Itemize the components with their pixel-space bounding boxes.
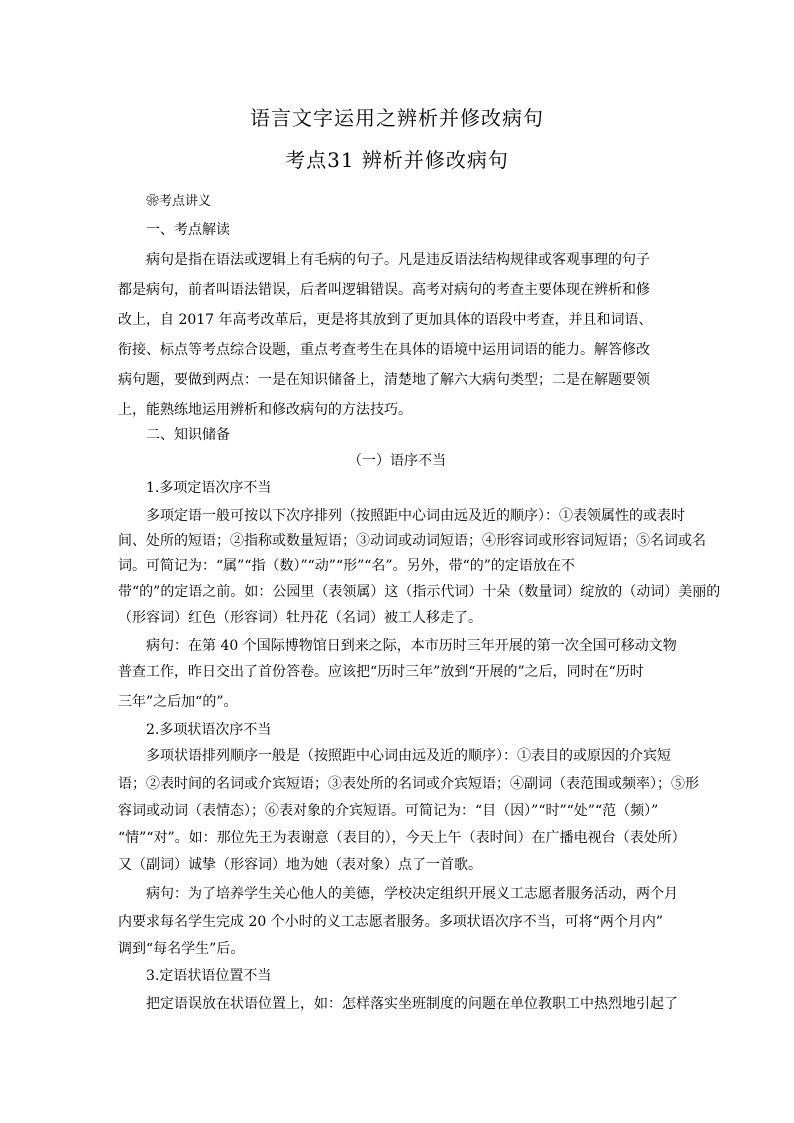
paragraph-line: 词。可简记为：“属”“指（数）”“动”“形”“名”。另外，带“的”的定语放在不 [118,558,575,574]
subheading-yuxu-budang: （一）语序不当 [348,453,446,469]
item-heading: 1.多项定语次序不当 [146,480,272,496]
paragraph-line: 语；②表时间的名词或介宾短语；③表处所的名词或介宾短语；④副词（表范围或频率）；⑤形 [118,776,699,792]
document-subtitle: 考点31 辨析并修改病句 [285,148,509,172]
paragraph-line: 带“的”的定语之前。如：公园里（表领属）这（指示代词）十朵（数量词）绽放的（动词）美丽的 [118,584,721,600]
paragraph-line: 把定语误放在状语位置上，如：怎样落实坐班制度的问题在单位教职工中热烈地引起了 [146,996,678,1012]
example-line: 病句：为了培养学生关心他人的美德，学校决定组织开展义工志愿者服务活动，两个月 [146,886,678,902]
paragraph-line: 改上，自 2017 年高考改革后，更是将其放到了更加具体的语段中考查，并且和词语、 [118,312,653,328]
paragraph-line: 又（副词）诚挚（形容词）地为她（表对象）点了一首歌。 [118,857,482,873]
item-heading: 3.定语状语位置不当 [146,968,272,984]
item-heading: 2.多项状语次序不当 [146,722,272,738]
example-line: 病句：在第 40 个国际博物馆日到来之际，本市历时三年开展的第一次全国可移动文物 [146,638,677,654]
paragraph-line: 都是病句，前者叫语法错误，后者叫逻辑错误。高考对病句的考查主要体现在辨析和修 [118,282,650,298]
example-line: 内要求每名学生完成 20 个小时的义工志愿者服务。多项状语次序不当，可将“两个月内” [118,914,664,930]
paragraph-line: 间、处所的短语；②指称或数量短语；③动词或动词短语；④形容词或形容词短语；⑤名词或名 [118,533,706,549]
paragraph-line: 病句是指在语法或逻辑上有毛病的句子。凡是违反语法结构规律或客观事理的句子 [146,252,650,268]
heading-kaodian-jiedu: 一、考点解读 [146,222,230,238]
paragraph-line: “情”“对”。如：那位先王为表谢意（表目的），今天上午（表时间）在广播电视台（表处所） [118,830,686,846]
section-mark: ❀考点讲义 [146,194,212,209]
document-title: 语言文字运用之辨析并修改病句 [250,106,544,130]
heading-zhishi-chubei: 二、知识储备 [146,427,230,443]
paragraph-line: 多项状语排列顺序一般是（按照距中心词由远及近的顺序）：①表目的或原因的介宾短 [146,748,671,764]
paragraph-line: 上，能熟练地运用辨析和修改病句的方法技巧。 [118,402,412,418]
example-line: 调到“每名学生”后。 [118,941,245,957]
paragraph-line: （形容词）红色（形容词）牡丹花（名词）被工人移走了。 [118,610,482,626]
paragraph-line: 病句题，要做到两点：一是在知识储备上，清楚地了解六大病句类型；二是在解题要领 [118,372,650,388]
paragraph-line: 多项定语一般可按以下次序排列（按照距中心词由远及近的顺序）：①表领属性的或表时 [146,508,685,524]
example-line: 普查工作，昨日交出了首份答卷。应该把“历时三年”放到“开展的”之后，同时在“历时 [118,664,644,680]
paragraph-line: 衔接、标点等考点综合设题，重点考查考生在具体的语境中运用词语的能力。解答修改 [118,342,650,358]
paragraph-line: 容词或动词（表情态）；⑥表对象的介宾短语。可简记为：“目（因）”“时”“处”“范（频）” [118,803,659,819]
example-line: 三年”之后加“的”。 [118,694,238,710]
